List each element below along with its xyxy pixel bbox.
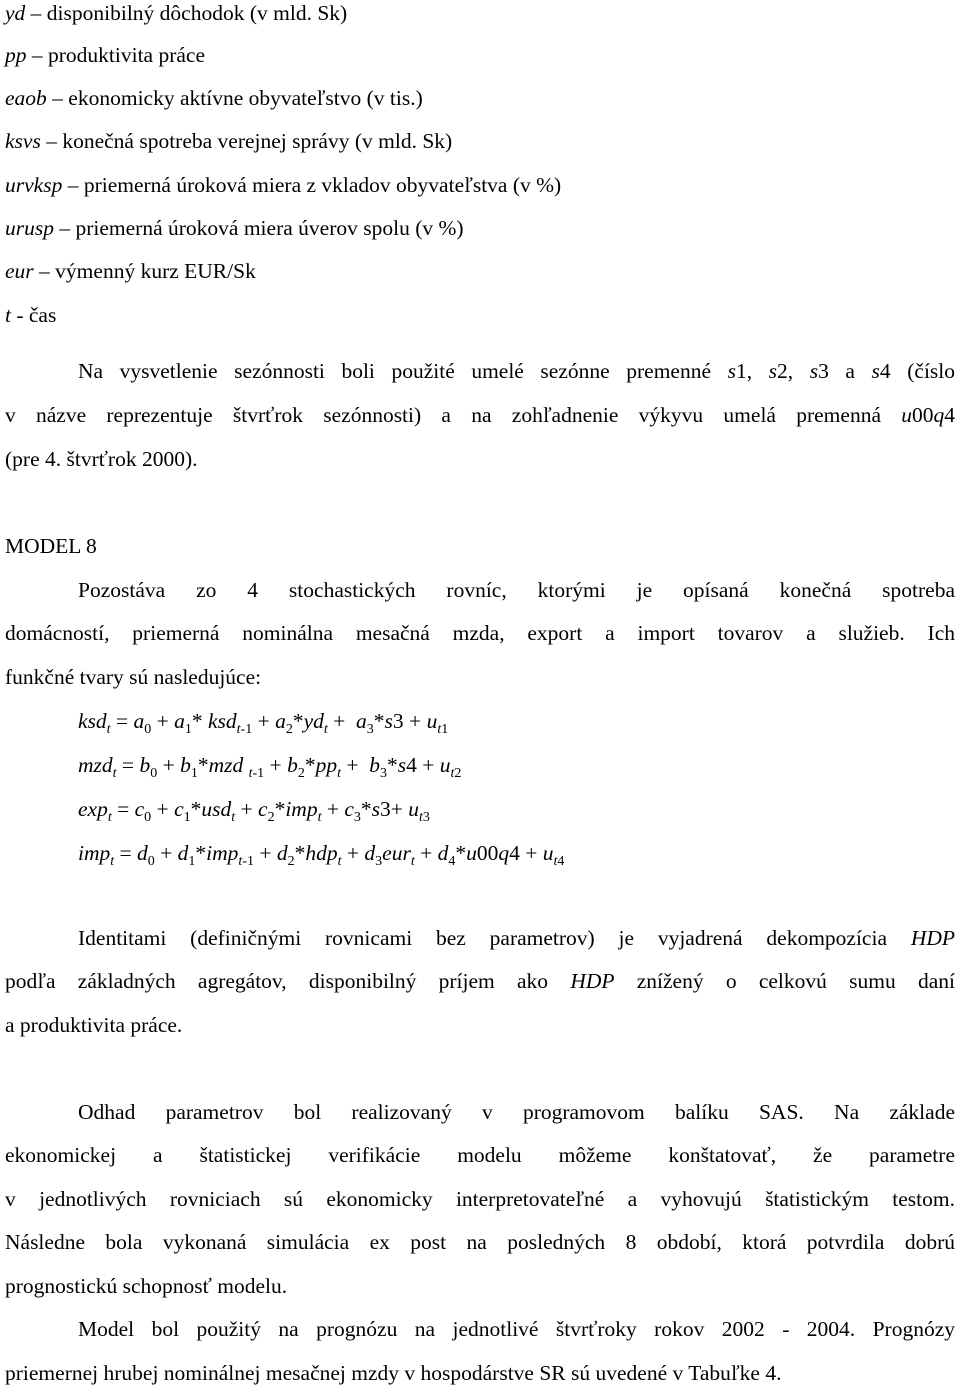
forecast-paragraph-line-1: Model bol použitý na prognózu na jednotlivé štvrťroky rokov 2002 - 2004. Prognózy: [78, 1317, 955, 1341]
model-paragraph-line-2: domácností, priemerná nominálna mesačná mzda, export a import tovarov a služieb. Ich: [5, 621, 955, 645]
model-heading: MODEL 8: [5, 534, 97, 558]
sas-paragraph-line-2: ekonomickej a štatistickej verifikácie modelu môžeme konštatovať, že parametre: [5, 1143, 955, 1167]
legend-item-pp: pp – produktivita práce: [5, 43, 206, 67]
legend-item-urusp: urusp – priemerná úroková miera úverov spolu (v %): [5, 216, 464, 240]
seasonal-paragraph-line-1: Na vysvetlenie sezónnosti boli použité umelé sezónne premenné s1, s2, s3 a s4 (číslo: [78, 359, 956, 383]
equation-ksd: $ksd_t = a_0 + a_1*$ $ksd_{t-1} + a_2*yd_t + a_3*s3 + u_{t1}$: [78, 709, 449, 737]
equation-imp: $imp_t = d_0 + d_1*imp_{t-1} + d_2*hdp_t + d_3eur_t + d_4*u00q4 + u_{t4}$: [78, 841, 565, 869]
legend-item-eur: eur – výmenný kurz EUR/Sk: [5, 259, 256, 283]
legend-item-urvksp: urvksp – priemerná úroková miera z vkladov obyvateľstva (v %): [5, 173, 562, 197]
sas-paragraph-line-4: Následne bola vykonaná simulácia ex post na posledných 8 období, ktorá potvrdila dobrú: [5, 1230, 955, 1254]
sas-paragraph-line-1: Odhad parametrov bol realizovaný v programovom balíku SAS. Na základe: [78, 1100, 955, 1124]
sas-paragraph-line-5: prognostickú schopnosť modelu.: [5, 1274, 288, 1298]
identities-paragraph-line-3: a produktivita práce.: [5, 1013, 183, 1037]
sas-paragraph-line-3: v jednotlivých rovniciach sú ekonomicky interpretovateľné a vyhovujú štatistickým testom.: [5, 1187, 955, 1211]
identities-paragraph-line-2: podľa základných agregátov, disponibilný príjem ako HDP znížený o celkovú sumu daní: [5, 969, 955, 993]
model-paragraph-line-1: Pozostáva zo 4 stochastických rovníc, ktorými je opísaná konečná spotreba: [78, 578, 955, 602]
forecast-paragraph-line-2: priemernej hrubej nominálnej mesačnej mzdy v hospodárstve SR sú uvedené v Tabuľke 4.: [5, 1361, 782, 1385]
equation-mzd: $mzd_t = b_0 + b_1*mzd$ $_{t-1} + b_2*pp_t + b_3*s4 + u_{t2}$: [78, 753, 462, 781]
seasonal-paragraph-line-3: (pre 4. štvrťrok 2000).: [5, 447, 198, 471]
legend-item-yd: yd – disponibilný dôchodok (v mld. Sk): [5, 1, 348, 25]
legend-item-ksvs: ksvs – konečná spotreba verejnej správy (v mld. Sk): [5, 129, 453, 153]
identities-paragraph-line-1: Identitami (definičnými rovnicami bez parametrov) je vyjadrená dekompozícia HDP: [78, 926, 955, 950]
model-paragraph-line-3: funkčné tvary sú nasledujúce:: [5, 665, 262, 689]
equation-exp: $\exp_t = c_0 + c_1*usd_t + c_2*imp_t + c_3*s3+ u_{t3}$: [78, 797, 430, 825]
legend-item-t: t - čas: [5, 303, 57, 327]
seasonal-paragraph-line-2: v názve reprezentuje štvrťrok sezónnosti) a na zohľadnenie výkyvu umelá premenná u00q4: [5, 403, 955, 427]
legend-item-eaob: eaob – ekonomicky aktívne obyvateľstvo (v tis.): [5, 86, 423, 110]
